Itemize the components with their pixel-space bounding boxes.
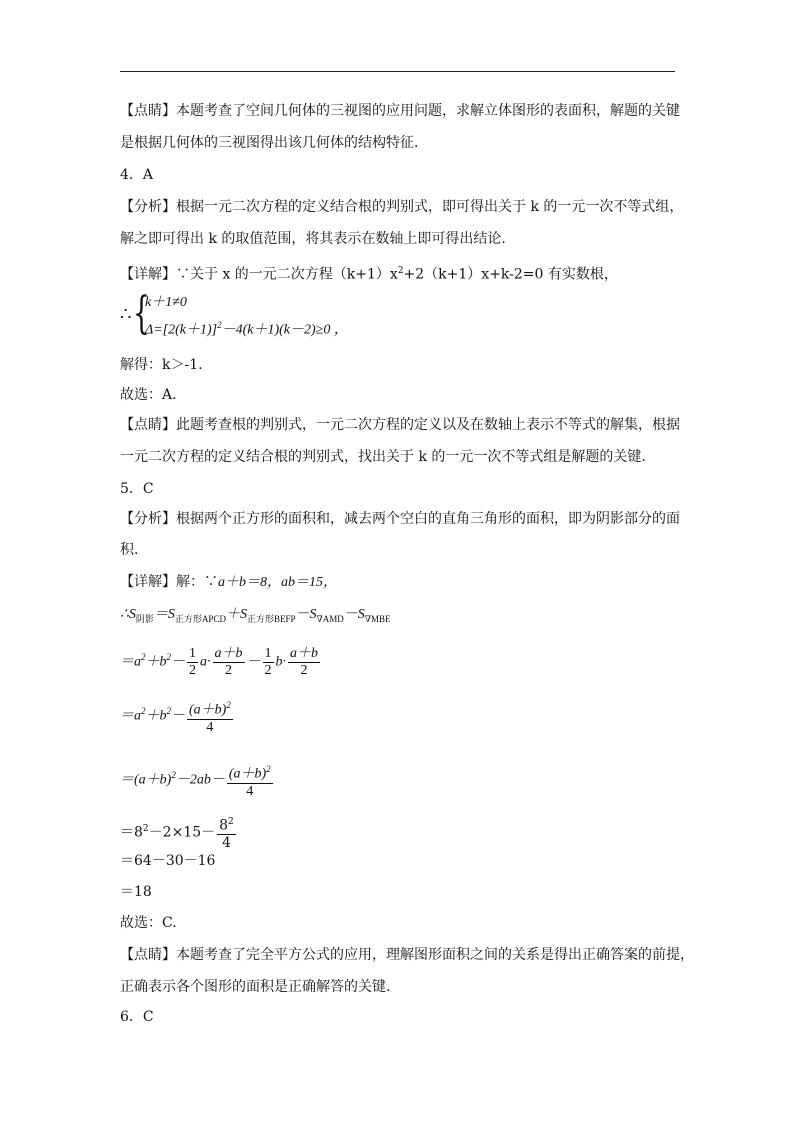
formula-line: $=a^2+b^2-$ $\frac{(a+b)^2}{4}$ <box>120 694 235 736</box>
text-line: 解得：k＞-1. <box>120 357 203 373</box>
text-line: 【点睛】本题考查了空间几何体的三视图的应用问题，求解立体图形的表面积，解题的关键 <box>120 103 680 119</box>
text-line: 故选：A. <box>120 387 177 403</box>
formula-line: $=(a+b)^2-2ab-$ $\frac{(a+b)^2}{4}$ <box>120 758 275 800</box>
text-line: 【分析】根据一元二次方程的定义结合根的判别式，即可得出关于 k 的一元一次不等式组， <box>120 199 684 215</box>
text-line: 【分析】根据两个正方形的面积和，减去两个空白的直角三角形的面积，即为阴影部分的面 <box>120 511 680 527</box>
formula-line: $=8^2-2\times 15-$ $\frac{8^2}{4}$ <box>120 812 238 851</box>
header-rule <box>120 71 675 72</box>
question-answer: 5．C <box>120 481 154 497</box>
text-line: 积. <box>120 542 139 558</box>
text-line: 故选：C. <box>120 915 177 931</box>
text-line: 【点睛】此题考查根的判别式，一元二次方程的定义以及在数轴上表示不等式的解集，根据 <box>120 417 680 433</box>
question-answer: 4．A <box>120 167 154 183</box>
formula-line: $\Delta=[2(k+1)]^2-4(k+1)(k-2)\ge 0$ ， <box>145 320 348 338</box>
text-line: 【点睛】本题考查了完全平方公式的应用，理解图形面积之间的关系是得出正确答案的前提， <box>120 947 694 963</box>
formula-line: $=a^2+b^2-$ $\frac{1}{2}$ a· $\frac{a+b}{2}$ － $\frac{1}{2}$ b· $\frac{a+b}{2}$ <box>120 645 318 678</box>
therefore-symbol: ∴ <box>120 304 132 325</box>
brace-symbol: { <box>133 288 150 339</box>
formula-line: $\therefore S_{阴影}=S_{正方形APCD}+S_{正方形BEFP}-S_{\nabla AMD}-S_{\nabla MBE}$ <box>120 607 391 624</box>
formula-line: ＝64－30－16 <box>120 853 216 869</box>
text-line: 解之即可得出 k 的取值范围，将其表示在数轴上即可得出结论. <box>120 231 506 247</box>
question-answer: 6．C <box>120 1009 154 1025</box>
text-line: 【详解】∵关于 x 的一元二次方程$(k+1)x^2+2(k+1)x+k-2=0$ 有实数根， <box>120 266 618 283</box>
formula-line: ＝18 <box>120 884 152 900</box>
text-line: 一元二次方程的定义结合根的判别式，找出关于 k 的一元一次不等式组是解题的关键. <box>120 449 646 465</box>
text-line: 正确表示各个图形的面积是正确解答的关键. <box>120 979 391 995</box>
text-line: 【详解】解：∵a＋b＝8，ab＝15， <box>120 574 337 590</box>
text-line: 是根据几何体的三视图得出该几何体的结构特征． <box>120 135 428 151</box>
formula-line: k＋1≠0 <box>145 295 187 310</box>
